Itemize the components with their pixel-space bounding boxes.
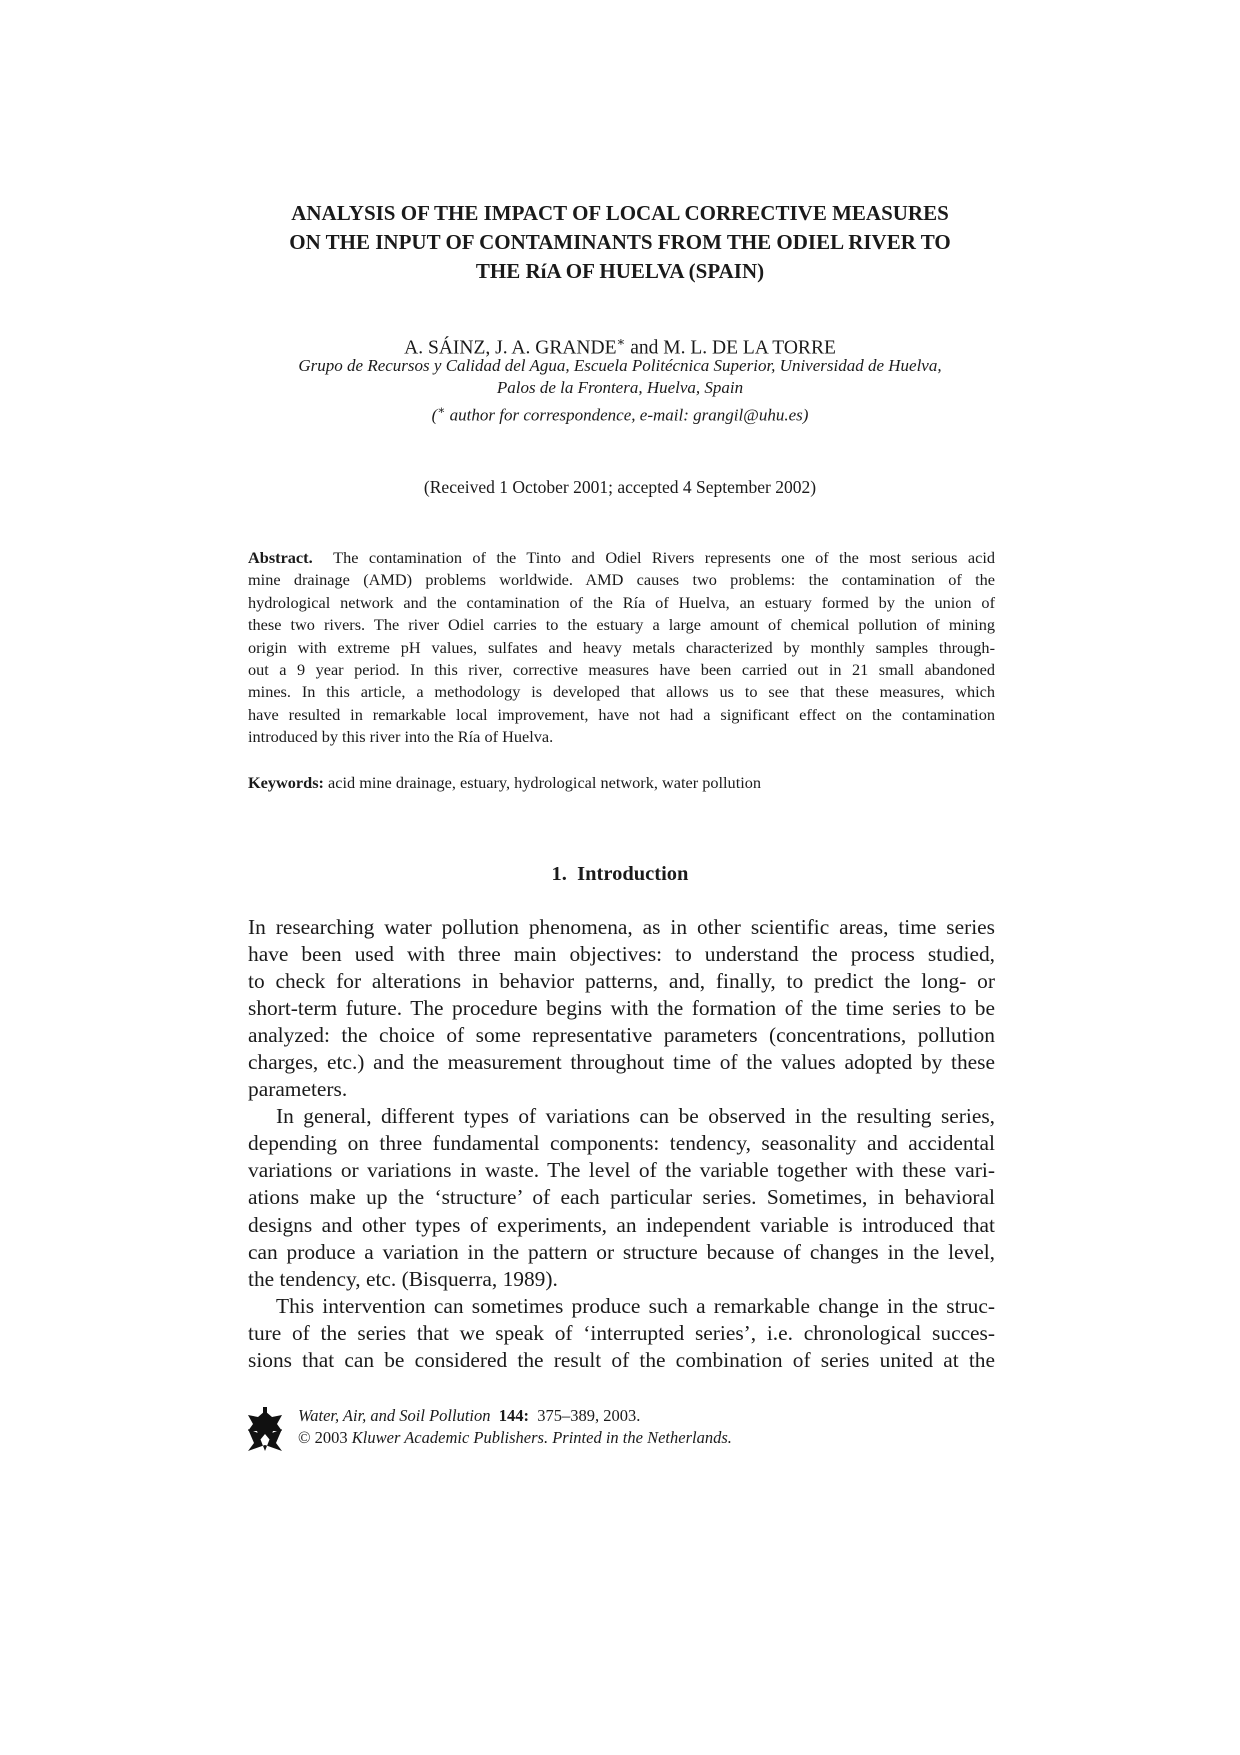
- body-line: designs and other types of experiments, an independent variable is introduced that: [248, 1212, 995, 1237]
- publisher-name: Kluwer Academic Publishers. Printed in the Netherlands.: [351, 1428, 732, 1447]
- paper-title: [240, 199, 1000, 286]
- keywords: [248, 772, 995, 794]
- affiliation: [240, 355, 1000, 427]
- abstract-line: out a 9 year period. In this river, corrective measures have been carried out in 21 small abandoned: [248, 660, 995, 680]
- body-line: short-term future. The procedure begins with the formation of the time series to be: [248, 996, 995, 1021]
- correspondence-text: author for correspondence, e-mail: grangil@uhu.es): [445, 405, 809, 425]
- title-line: THE RíA OF HUELVA (SPAIN): [475, 259, 765, 283]
- body-line: have been used with three main objectives: to understand the process studied,: [248, 942, 995, 967]
- section-number: 1.: [551, 863, 567, 885]
- body-line: In researching water pollution phenomena, as in other scientific areas, time series: [248, 915, 995, 939]
- footer-text: [298, 1405, 732, 1449]
- abstract-line: hydrological network and the contamination of the Ría of Huelva, an estuary formed by the union of: [248, 592, 995, 612]
- authors-part1: A. SÁINZ, J. A. GRANDE: [404, 337, 617, 359]
- body-line: depending on three fundamental components: tendency, seasonality and accidental: [248, 1131, 995, 1156]
- pages: 375–389, 2003.: [537, 1406, 641, 1425]
- received-dates: (Received 1 October 2001; accepted 4 September 2002): [423, 477, 817, 497]
- body-line: to check for alterations in behavior patterns, and, finally, to predict the long- or: [248, 969, 995, 994]
- keywords-text: acid mine drainage, estuary, hydrological network, water pollution: [328, 773, 762, 792]
- citation-line: [298, 1405, 732, 1427]
- copyright-prefix: © 2003: [298, 1428, 348, 1447]
- body-text: [248, 914, 995, 1374]
- paren: (: [431, 405, 438, 425]
- body-line: charges, etc.) and the measurement throughout time of the values adopted by these: [248, 1050, 995, 1075]
- body-line: the tendency, etc. (Bisquerra, 1989).: [248, 1266, 558, 1291]
- correspondence-line: [240, 399, 1000, 427]
- body-line: ture of the series that we speak of ‘interrupted series’, i.e. chronological succes-: [248, 1320, 995, 1345]
- abstract-label: Abstract.: [248, 548, 313, 567]
- body-line: parameters.: [248, 1077, 348, 1102]
- corresponding-marker: ∗: [437, 403, 446, 417]
- corresponding-marker: ∗: [616, 334, 626, 349]
- body-line: analyzed: the choice of some representative parameters (concentrations, pollution: [248, 1023, 995, 1048]
- volume: 144:: [498, 1406, 530, 1425]
- section-title: Introduction: [577, 863, 689, 885]
- abstract-line: mine drainage (AMD) problems worldwide. AMD causes two problems: the contamination of the: [248, 570, 995, 590]
- body-line: can produce a variation in the pattern or structure because of changes in the level,: [248, 1239, 995, 1264]
- abstract-line: [248, 547, 995, 569]
- title-line: ON THE INPUT OF CONTAMINANTS FROM THE ODIEL RIVER TO: [289, 230, 951, 254]
- abstract-line: introduced by this river into the Ría of Huelva.: [248, 727, 554, 747]
- abstract-text: The contamination of the Tinto and Odiel Rivers represents one of the most serious acid: [333, 548, 995, 567]
- abstract-line: have resulted in remarkable local improvement, have not had a significant effect on the contamination: [248, 704, 995, 724]
- title-line: ANALYSIS OF THE IMPACT OF LOCAL CORRECTIVE MEASURES: [291, 201, 949, 225]
- abstract: [248, 547, 995, 749]
- publisher-logo-icon: [248, 1407, 282, 1451]
- body-line: ations make up the ‘structure’ of each particular series. Sometimes, in behavioral: [248, 1185, 995, 1210]
- body-line: sions that can be considered the result of the combination of series united at the: [248, 1347, 995, 1372]
- abstract-line: origin with extreme pH values, sulfates and heavy metals characterized by monthly samples through-: [248, 637, 995, 657]
- keywords-label: Keywords:: [248, 773, 324, 792]
- body-line: In general, different types of variations can be observed in the resulting series,: [276, 1104, 995, 1129]
- body-line: This intervention can sometimes produce such a remarkable change in the struc-: [276, 1293, 995, 1318]
- affiliation-line: Grupo de Recursos y Calidad del Agua, Escuela Politécnica Superior, Universidad de Huelva,: [298, 356, 942, 375]
- journal-name: Water, Air, and Soil Pollution: [298, 1406, 491, 1425]
- body-line: variations or variations in waste. The level of the variable together with these vari-: [248, 1158, 995, 1183]
- publication-footer: [248, 1405, 848, 1457]
- affiliation-line: Palos de la Frontera, Huelva, Spain: [496, 378, 744, 397]
- section-heading: [240, 861, 1000, 887]
- copyright-line: [298, 1427, 732, 1449]
- authors-part2: and M. L. DE LA TORRE: [625, 337, 836, 359]
- abstract-line: these two rivers. The river Odiel carries to the estuary a large amount of chemical pollution of mining: [248, 615, 995, 635]
- abstract-line: mines. In this article, a methodology is developed that allows us to see that these measures, which: [248, 682, 995, 702]
